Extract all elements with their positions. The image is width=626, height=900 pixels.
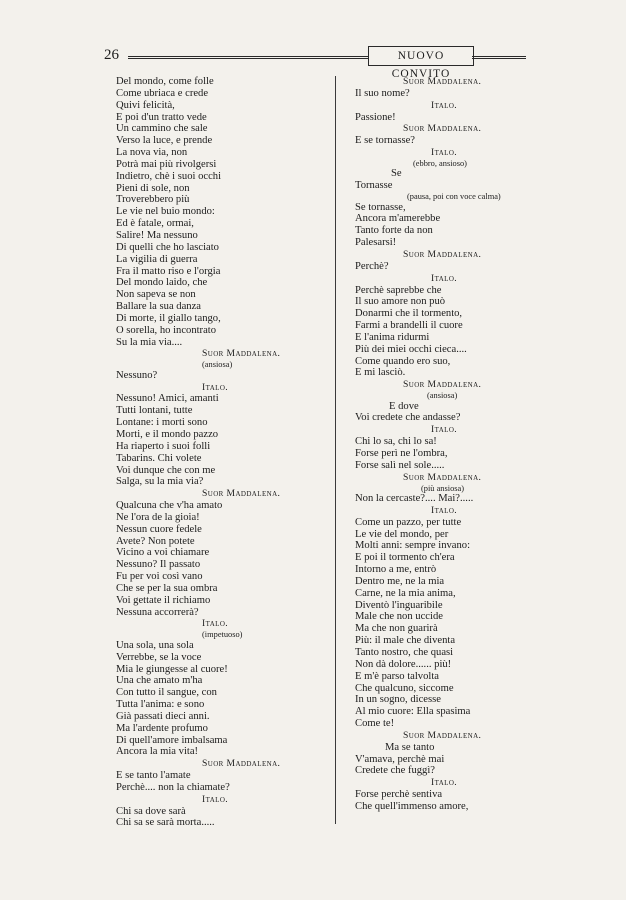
- verse-line: Più: il male che diventa: [355, 635, 456, 647]
- verse-line: Le vie del mondo, per: [355, 528, 449, 540]
- speaker-name: Suor Maddalena.: [202, 348, 281, 360]
- verse-line: Chi sa dove sarà: [116, 805, 186, 817]
- page-number: 26: [104, 47, 119, 63]
- speaker-name: Italo.: [202, 381, 229, 393]
- verse-line: Tutta l'anima: e sono: [116, 699, 205, 711]
- header-rule-right: [472, 56, 526, 59]
- verse-line: Di morte, il giallo tango,: [116, 312, 221, 324]
- verse-line: Più dei miei occhi cieca....: [355, 343, 467, 355]
- speaker-name: Suor Maddalena.: [403, 76, 482, 87]
- verse-line: Non la cercaste?.... Mai?.....: [355, 493, 474, 504]
- verse-line: Ma l'ardente profumo: [116, 722, 208, 734]
- verse-line: E mi lasciò.: [355, 367, 406, 379]
- verse-line: Vicino a voi chiamare: [116, 547, 210, 559]
- stage-direction: (ebbro, ansioso): [413, 158, 467, 168]
- verse-line: Intorno a me, entrò: [355, 564, 437, 576]
- verse-line: E dove: [389, 400, 419, 412]
- verse-line: Ma che non guarirà: [355, 623, 438, 635]
- verse-line: Troverebbero più: [116, 194, 190, 206]
- verse-line: Fra il matto riso e l'orgia: [116, 265, 221, 277]
- verse-line: E m'è parso talvolta: [355, 670, 439, 682]
- verse-line: Farmi a brandelli il cuore: [355, 320, 463, 332]
- speaker-name: Italo.: [431, 99, 458, 111]
- verse-line: Di quell'amore imbalsama: [116, 734, 228, 746]
- verse-line: La nova via, non: [116, 147, 188, 159]
- verse-line: Tornasse: [355, 180, 393, 192]
- verse-line: Forse perchè sentiva: [355, 789, 443, 801]
- speaker-name: Italo.: [202, 618, 229, 630]
- verse-line: Voi dunque che con me: [116, 464, 216, 476]
- speaker-name: Italo.: [431, 777, 458, 789]
- verse-line: Le vie nel buio mondo:: [116, 206, 215, 218]
- stage-direction: (ansiosa): [202, 360, 233, 370]
- verse-line: Quivi felicità,: [116, 99, 175, 111]
- verse-line: Non sapeva se non: [116, 289, 196, 301]
- speaker-name: Suor Maddalena.: [403, 729, 482, 741]
- verse-line: Salire! Ma nessuno: [116, 229, 198, 241]
- verse-line: Che se per la sua ombra: [116, 582, 218, 594]
- verse-line: Perchè.... non la chiamate?: [116, 781, 230, 793]
- verse-line: O sorella, ho incontrato: [116, 324, 217, 336]
- verse-line: Lontane: i morti sono: [116, 417, 208, 429]
- verse-line: Ballare la sua danza: [116, 301, 201, 313]
- verse-line: Nessuno?: [116, 369, 158, 381]
- verse-line: Che quell'immenso amore,: [355, 800, 469, 812]
- verse-line: E se tanto l'amate: [116, 770, 191, 782]
- speaker-name: Suor Maddalena.: [403, 379, 482, 391]
- verse-line: Una sola, una sola: [116, 639, 194, 651]
- verse-line: Donarmi che il tormento,: [355, 308, 463, 320]
- verse-line: Nessuno? Il passato: [116, 559, 201, 571]
- verse-line: Voi credete che andasse?: [355, 412, 461, 424]
- verse-line: Con tutto il sangue, con: [116, 687, 217, 699]
- verse-line: Mia le giungesse al cuore!: [116, 663, 228, 675]
- verse-line: Del mondo laido, che: [116, 277, 208, 289]
- column-divider: [335, 76, 336, 824]
- verse-line: Ancora m'amerebbe: [355, 213, 441, 225]
- verse-line: Perchè?: [355, 260, 389, 272]
- verse-line: Il suo amore non può: [355, 296, 446, 308]
- verse-line: Pieni di sole, non: [116, 182, 190, 194]
- stage-direction: (più ansiosa): [421, 483, 465, 493]
- speaker-name: Suor Maddalena.: [202, 758, 281, 770]
- verse-line: Ne l'ora de la gioia!: [116, 511, 200, 523]
- speaker-name: Italo.: [202, 793, 229, 805]
- verse-line: Forse perì ne l'ombra,: [355, 447, 448, 459]
- verse-line: Come te!: [355, 718, 395, 730]
- verse-line: Di quelli che ho lasciato: [116, 241, 219, 253]
- verse-line: Voi gettate il richiamo: [116, 594, 211, 606]
- verse-line: Tutti lontani, tutte: [116, 405, 193, 417]
- verse-line: Morti, e il mondo pazzo: [116, 428, 219, 440]
- verse-line: E l'anima ridurmi: [355, 331, 430, 343]
- verse-line: Avete? Non potete: [116, 535, 195, 547]
- verse-line: Come ubriaca e crede: [116, 87, 209, 99]
- verse-line: Indietro, chè i suoi occhi: [116, 170, 222, 182]
- verse-line: Come un pazzo, per tutte: [355, 516, 462, 528]
- speaker-name: Italo.: [431, 272, 458, 284]
- verse-line: Nessuno! Amici, amanti: [116, 393, 219, 405]
- verse-line: Qualcuna che v'ha amato: [116, 500, 223, 512]
- verse-line: Tanto forte da non: [355, 225, 433, 237]
- speaker-name: Italo.: [431, 424, 458, 436]
- speaker-name: Suor Maddalena.: [403, 248, 482, 260]
- verse-line: E poi il tormento ch'era: [355, 552, 455, 564]
- speaker-name: Suor Maddalena.: [403, 123, 482, 135]
- verse-line: Il suo nome?: [355, 87, 410, 99]
- verse-line: Ancora la mia vita!: [116, 746, 199, 758]
- verse-line: Salga, su la mia via?: [116, 476, 204, 488]
- verse-line: Dentro me, ne la mia: [355, 575, 445, 587]
- speaker-name: Italo.: [431, 504, 458, 516]
- verse-line: Molti anni: sempre invano:: [355, 540, 471, 552]
- verse-line: Del mondo, come folle: [116, 76, 214, 87]
- verse-line: Non dà dolore...... più!: [355, 658, 452, 670]
- verse-line: Palesarsi!: [355, 237, 397, 249]
- verse-line: Fu per voi così vano: [116, 571, 203, 583]
- verse-line: Come quando ero suo,: [355, 355, 451, 367]
- speaker-name: Italo.: [431, 147, 458, 159]
- verse-line: Ha riaperto i suoi folli: [116, 440, 211, 452]
- verse-line: Già passati dieci anni.: [116, 710, 210, 722]
- verse-line: Potrà mai più rivolgersi: [116, 158, 217, 170]
- verse-line: Verrebbe, se la voce: [116, 651, 202, 663]
- header-rule-left: [128, 56, 368, 59]
- verse-line: E poi d'un tratto vede: [116, 111, 207, 123]
- verse-line: Se: [391, 168, 402, 180]
- verse-line: Una che amato m'ha: [116, 675, 203, 687]
- verse-line: Ed è fatale, ormai,: [116, 218, 194, 230]
- running-header: [104, 44, 526, 80]
- verse-line: Perchè saprebbe che: [355, 284, 442, 296]
- verse-line: Nessun cuore fedele: [116, 523, 202, 535]
- speaker-name: Suor Maddalena.: [403, 471, 482, 483]
- verse-line: Se tornasse,: [355, 201, 406, 213]
- verse-line: Credete che fuggì?: [355, 765, 436, 777]
- verse-line: Verso la luce, e prende: [116, 135, 213, 147]
- verse-line: Passione!: [355, 111, 396, 123]
- verse-line: V'amava, perchè mai: [355, 753, 445, 765]
- verse-line: Chi sa se sarà morta.....: [116, 817, 215, 829]
- stage-direction: (impetuoso): [202, 630, 243, 640]
- verse-line: Chi lo sa, chi lo sa!: [355, 436, 437, 448]
- verse-line: Tanto nostro, che quasi: [355, 646, 454, 658]
- left-column: [116, 76, 316, 829]
- verse-line: Nessuna accorrerà?: [116, 606, 199, 618]
- verse-line: Che qualcuno, siccome: [355, 682, 454, 694]
- verse-line: Al mio cuore: Ella spasima: [355, 706, 471, 718]
- right-column: [355, 76, 515, 813]
- verse-line: Un cammino che sale: [116, 123, 208, 135]
- verse-line: Male che non uccide: [355, 611, 443, 623]
- verse-line: Diventò l'inguaribile: [355, 599, 443, 611]
- speaker-name: Suor Maddalena.: [202, 488, 281, 500]
- journal-title: NUOVO CONVITO: [368, 46, 474, 66]
- verse-line: In un sogno, dicesse: [355, 694, 441, 706]
- verse-line: Carne, ne la mia anima,: [355, 587, 456, 599]
- stage-direction: (ansiosa): [427, 391, 458, 401]
- verse-line: La vigilia di guerra: [116, 253, 198, 265]
- verse-line: Forse salì nel sole.....: [355, 459, 445, 471]
- verse-line: Ma se tanto: [385, 741, 435, 753]
- verse-line: E se tornasse?: [355, 135, 416, 147]
- verse-line: Su la mia via....: [116, 336, 183, 348]
- verse-line: Tabarins. Chi volete: [116, 452, 202, 464]
- stage-direction: (pausa, poi con voce calma): [407, 192, 501, 202]
